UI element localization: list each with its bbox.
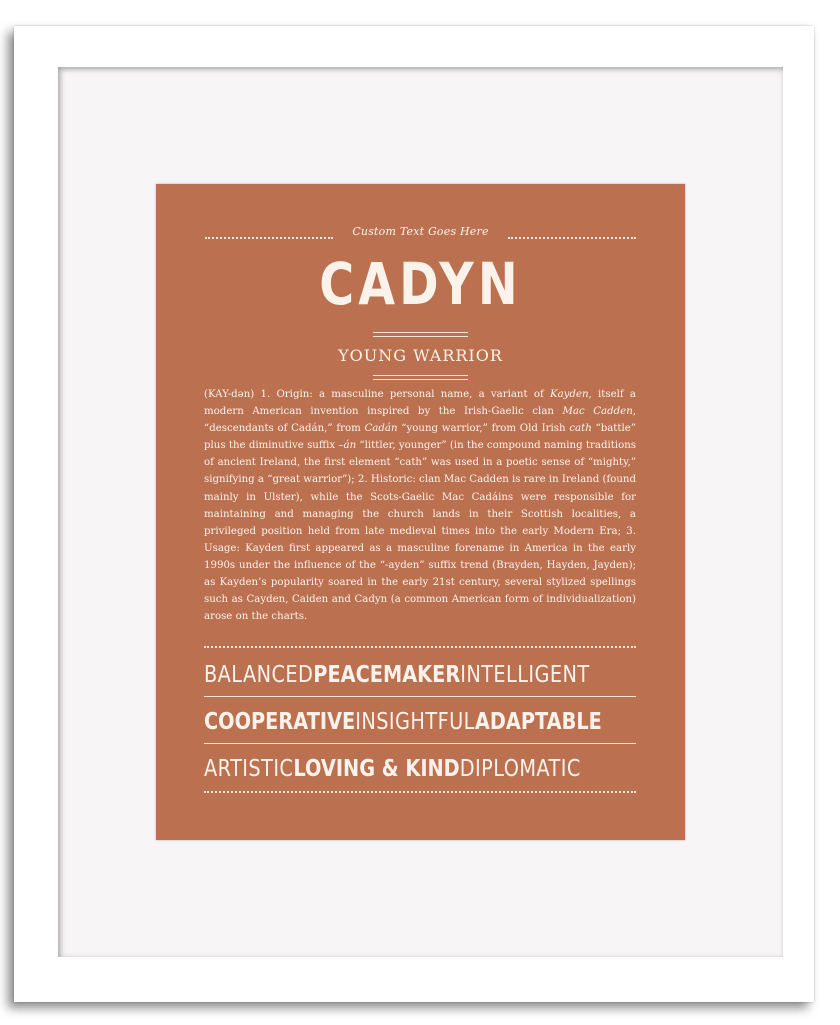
name-meaning: YOUNG WARRIOR xyxy=(338,346,503,365)
trait: LOVING & KIND xyxy=(293,756,460,782)
trait: BALANCED xyxy=(204,662,314,688)
trait: ADAPTABLE xyxy=(474,709,602,735)
definition-text: “littler, younger” (in the compound naming traditions of ancient Ireland, the first element “cath” was used in a poetic sense of “mighty,” signifying a “great warrior”); 2. Historic: clan Mac Cadden is rare in Ireland (found mainly in Ulster), while the Scots-Gaelic Mac Cadáins were responsible for maintaining and managing the church lands in their Scottish localities, a privileged position held from late medieval times into the early Modern Era; 3. Usage: Kayden first appeared as a masculine forename in America in the early 1990s under the influence of the “-ayden” suffix trend (Brayden, Hayden, Jayden); as Kayden’s popularity soared in the early 21st century, several stylized spellings such as Cayden, Caiden and Cadyn (a common American form of individualization) arose on the charts. xyxy=(204,440,636,623)
definition-text: , itself a modern American invention inspired by the Irish-Gaelic clan xyxy=(204,389,636,418)
title-rule-top xyxy=(373,332,468,333)
trait: INTELLIGENT xyxy=(460,662,590,688)
definition-italic: –án xyxy=(338,440,357,452)
trait-row-1 xyxy=(204,657,636,693)
definition-italic: Kayden xyxy=(549,389,589,400)
name-title: CADYN xyxy=(319,250,522,318)
definition-text: “young warrior,” from Old Irish xyxy=(397,423,570,435)
trait: DIPLOMATIC xyxy=(459,756,581,782)
trait: COOPERATIVE xyxy=(204,709,356,735)
trait-row-3 xyxy=(204,751,636,787)
name-definition xyxy=(204,386,636,625)
title-rule-top-2 xyxy=(373,336,468,337)
trait: PEACEMAKER xyxy=(313,662,461,688)
custom-text: Custom Text Goes Here xyxy=(352,225,489,238)
trait-row-2 xyxy=(204,704,636,740)
trait: ARTISTIC xyxy=(204,756,294,782)
definition-text: “battle” plus the diminutive suffix xyxy=(204,423,636,452)
definition-italic: Mac Cadden xyxy=(562,406,633,418)
definition-italic: Cadán xyxy=(364,423,398,435)
trait-rule-1 xyxy=(204,696,636,697)
name-print xyxy=(156,184,685,840)
trait: INSIGHTFUL xyxy=(355,709,475,735)
trait-rule-2 xyxy=(204,743,636,744)
definition-italic: cath xyxy=(569,423,592,435)
meaning-rule-bottom xyxy=(373,375,468,376)
definition-text: (KAY-dən) 1. Origin: a masculine personal name, a variant of xyxy=(204,389,550,400)
dotted-divider-traits-bottom xyxy=(204,791,636,793)
dotted-divider-traits-top xyxy=(204,646,636,648)
definition-text: , “descendants of Cadán,” from xyxy=(204,406,637,435)
meaning-rule-bottom-2 xyxy=(373,379,468,380)
